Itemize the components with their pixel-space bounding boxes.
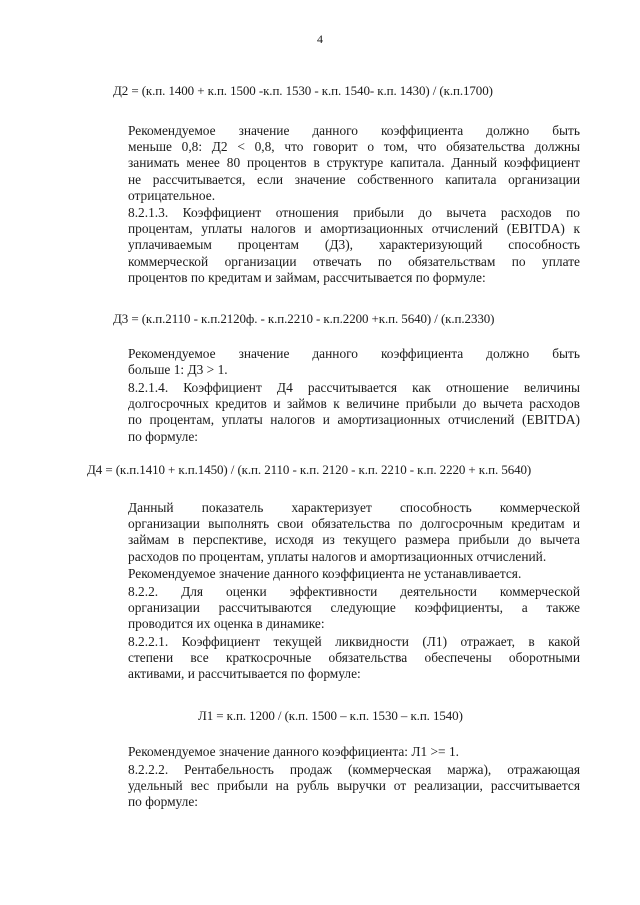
paragraph-d4-recommendation [88,566,580,582]
paragraph-8-2-2 [88,584,580,633]
text-line: организации выполнять свои обязательства по долгосрочным кредитам и [128,516,580,532]
text-line: 8.2.2. Для оценки эффективности деятельности коммерческой [128,584,580,599]
formula-d2: Д2 = (к.п. 1400 + к.п. 1500 -к.п. 1530 - к.п. 1540- к.п. 1430) / (к.п.1700) [113,83,493,98]
paragraph-8-2-1-4 [88,380,580,445]
text-line: отрицательное. [128,187,216,203]
text-line: Рекомендуемое значение данного коэффициента не устанавливается. [128,566,522,581]
text-line: по формуле: [128,428,198,444]
formula-d4: Д4 = (к.п.1410 + к.п.1450) / (к.п. 2110 - к.п. 2120 - к.п. 2210 - к.п. 2220 + к.п. 5640) [87,462,532,477]
paragraph-d2-recommendation [88,123,580,204]
text-line: по формуле: [128,794,198,810]
paragraph-8-2-2-2 [88,762,580,811]
text-line: коммерческой организации отвечать по обязательствам по уплате [128,253,580,269]
text-line: больше 1: Д3 > 1. [128,362,228,378]
text-line: удельный вес прибыли на рубль выручки от реализации, рассчитывается [128,778,580,794]
text-line: 8.2.2.1. Коэффициент текущей ликвидности (Л1) отражает, в какой [128,634,580,649]
text-line: долгосрочных кредитов и займов к величине прибыли до вычета расходов [128,396,580,412]
text-line: 8.2.1.3. Коэффициент отношения прибыли до вычета расходов по [128,205,580,220]
text-line: проводится их оценка в динамике: [128,616,325,632]
text-line: организации рассчитываются следующие коэффициенты, а также [128,600,580,616]
page-number: 4 [317,32,323,46]
text-line: расходов по процентам, уплаты налогов и амортизационных отчислений. [128,548,547,564]
paragraph-8-2-1-3 [88,205,580,286]
paragraph-d3-recommendation [88,346,580,378]
text-line: не рассчитывается, если значение собственного капитала организации [128,171,580,187]
text-line: уплачиваемым процентам (Д3), характеризующий способность [128,237,580,253]
text-line: занимать менее 80 процентов в структуре капитала. Данный коэффициент [128,155,580,171]
text-line: активами, и рассчитывается по формуле: [128,666,361,682]
text-line: 8.2.1.4. Коэффициент Д4 рассчитывается как отношение величины [128,380,580,395]
text-line: процентам, уплаты налогов и амортизационных отчислений (EBITDA) к [128,221,580,237]
text-line: Рекомендуемое значение данного коэффициента: Л1 >= 1. [128,744,459,759]
text-line: степени все краткосрочные обязательства обеспечены оборотными [128,650,580,666]
paragraph-8-2-2-1 [88,634,580,683]
text-line: меньше 0,8: Д2 < 0,8, что говорит о том, что обязательства должны [128,139,580,155]
text-line: Рекомендуемое значение данного коэффициента должно быть [128,123,580,138]
text-line: Рекомендуемое значение данного коэффициента должно быть [128,346,580,361]
text-line: займам в перспективе, исходя из текущего размера прибыли до вычета [128,532,580,548]
text-line: 8.2.2.2. Рентабельность продаж (коммерческая маржа), отражающая [128,762,580,777]
formula-d3: Д3 = (к.п.2110 - к.п.2120ф. - к.п.2210 - к.п.2200 +к.п. 5640) / (к.п.2330) [113,311,495,326]
text-line: Данный показатель характеризует способность коммерческой [128,500,580,515]
paragraph-d4-description [88,500,580,565]
text-line: по процентам, уплаты налогов и амортизационных отчислений (EBITDA) [128,412,580,428]
paragraph-l1-recommendation [88,744,580,760]
formula-l1: Л1 = к.п. 1200 / (к.п. 1500 – к.п. 1530 – к.п. 1540) [198,708,463,723]
text-line: процентов по кредитам и займам, рассчитывается по формуле: [128,269,486,285]
